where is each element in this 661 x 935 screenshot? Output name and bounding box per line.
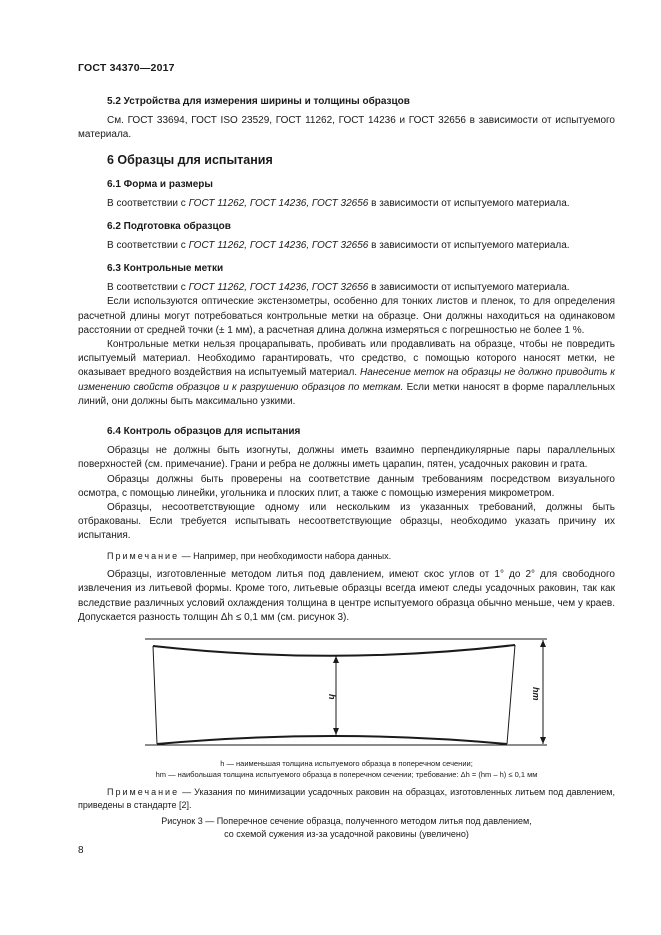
section-6-3-text: В соответствии с ГОСТ 11262, ГОСТ 14236, ГОСТ 32656 в зависимости от испытуемого материала. <box>107 282 570 294</box>
section-6-4-paragraph-2: Образцы должны быть проверены на соответствие данным требованиям посредством визуального осмотра, с помощью линейки, угольника и плоских плит, а также с помощью измерения микрометром. <box>78 473 615 499</box>
label-hm: hm <box>531 687 541 701</box>
section-5-2-title: 5.2 Устройства для измерения ширины и толщины образцов <box>107 96 410 107</box>
legend-line-1: h — наименьшая толщина испытуемого образца в поперечном сечении; <box>220 759 473 768</box>
figure-note: Примечание — Указания по минимизации усадочных раковин на образцах, изготовленных литьем под давлением, приведены в стандарте [2]. <box>78 787 615 810</box>
section-6-2-text: В соответствии с ГОСТ 11262, ГОСТ 14236, ГОСТ 32656 в зависимости от испытуемого материала. <box>107 240 570 252</box>
bottom-concave-surface <box>157 736 507 744</box>
figure-legend <box>78 759 615 780</box>
left-edge <box>153 646 157 744</box>
label-h: h <box>327 694 337 700</box>
document-header: ГОСТ 34370—2017 <box>78 62 175 74</box>
caption-line-1: Рисунок 3 — Поперечное сечение образца, полученного методом литья под давлением, <box>161 816 532 826</box>
page-number: 8 <box>78 845 84 856</box>
section-6-4-paragraph-1: Образцы не должны быть изогнуты, должны иметь взаимно перпендикулярные пары параллельных поверхностей (см. примечание). Грани и ребра не должны иметь царапин, пятен, усадочных раковин и грата. <box>78 445 615 471</box>
section-6-2-title: 6.2 Подготовка образцов <box>107 221 231 232</box>
section-6-3-paragraph-2: Если используются оптические экстензометры, особенно для тонких листов и пленок, то для определения расчетной длины могут потребоваться контрольные метки на образце. Они должны находиться на одинаковом расстоянии от средней точки (± 1 мм), а расчетная длина должна измеряться с погрешностью не более 1 %. <box>78 296 615 336</box>
section-6-3 <box>78 262 615 409</box>
standard-references: ГОСТ 11262, ГОСТ 14236, ГОСТ 32656 <box>188 240 369 252</box>
caption-line-2: со схемой сужения из-за усадочной раковины (увеличено) <box>224 828 469 839</box>
section-6-4-title: 6.4 Контроль образцов для испытания <box>107 426 301 437</box>
right-edge <box>507 645 515 744</box>
section-6-2 <box>78 220 615 253</box>
section-6 <box>78 153 615 167</box>
section-6-3-title: 6.3 Контрольные метки <box>107 263 224 274</box>
standard-references: ГОСТ 11262, ГОСТ 14236, ГОСТ 32656 <box>188 198 369 210</box>
standard-references: ГОСТ 11262, ГОСТ 14236, ГОСТ 32656 <box>188 282 369 294</box>
section-6-1-title: 6.1 Форма и размеры <box>107 179 213 190</box>
section-6-3-paragraph-3: Контрольные метки нельзя процарапывать, пробивать или продавливать на образце, чтобы не повредить испытуемый материал. Необходимо гарантировать, что средство, с помощью которого наносят метки, не оказывает вредного воздействия на испытуемый материал. Нанесение меток на образцы не должно приводить к изменению свойств образцов и к разрушению образцов по меткам. Если метки наносят в форме параллельных линий, они должны быть максимально узкими. <box>78 339 616 407</box>
section-6-1 <box>78 178 615 211</box>
section-6-4 <box>78 425 615 625</box>
legend-line-2: hm — наибольшая толщина испытуемого образца в поперечном сечении; требование: Δh = (hm – h) ≤ 0,1 мм <box>155 769 538 779</box>
section-6-1-text: В соответствии с ГОСТ 11262, ГОСТ 14236, ГОСТ 32656 в зависимости от испытуемого материала. <box>107 198 570 210</box>
section-6-title: 6 Образцы для испытания <box>107 153 273 167</box>
section-6-4-paragraph-3: Образцы, несоответствующие одному или нескольким из указанных требований, должны быть отбракованы. Если требуется испытывать несоответствующие образцы, необходимо указать причину их испытания. <box>78 502 615 542</box>
section-5-2-text: Cм. ГОСТ 33694, ГОСТ ISO 23529, ГОСТ 11262, ГОСТ 14236 и ГОСТ 32656 в зависимости от испытуемого материала. <box>78 115 615 141</box>
figure-3-cross-section <box>145 632 555 750</box>
section-6-4-note: Примечание — Например, при необходимости набора данных. <box>107 550 392 561</box>
figure-caption <box>78 815 615 840</box>
section-6-4-paragraph-4: Образцы, изготовленные методом литья под давлением, имеют скос углов от 1° до 2° для свободного извлечения из литьевой формы. Кроме того, литьевые образцы всегда имеют следы усадочных раковин, так как вследствие различных условий охлаждения толщина в центре испытуемого образца обычно меньше, чем у краев. Допускается разность толщин Δh ≤ 0,1 мм (см. рисунок 3). <box>78 569 615 623</box>
top-concave-surface <box>153 645 515 656</box>
section-5-2 <box>78 95 615 143</box>
